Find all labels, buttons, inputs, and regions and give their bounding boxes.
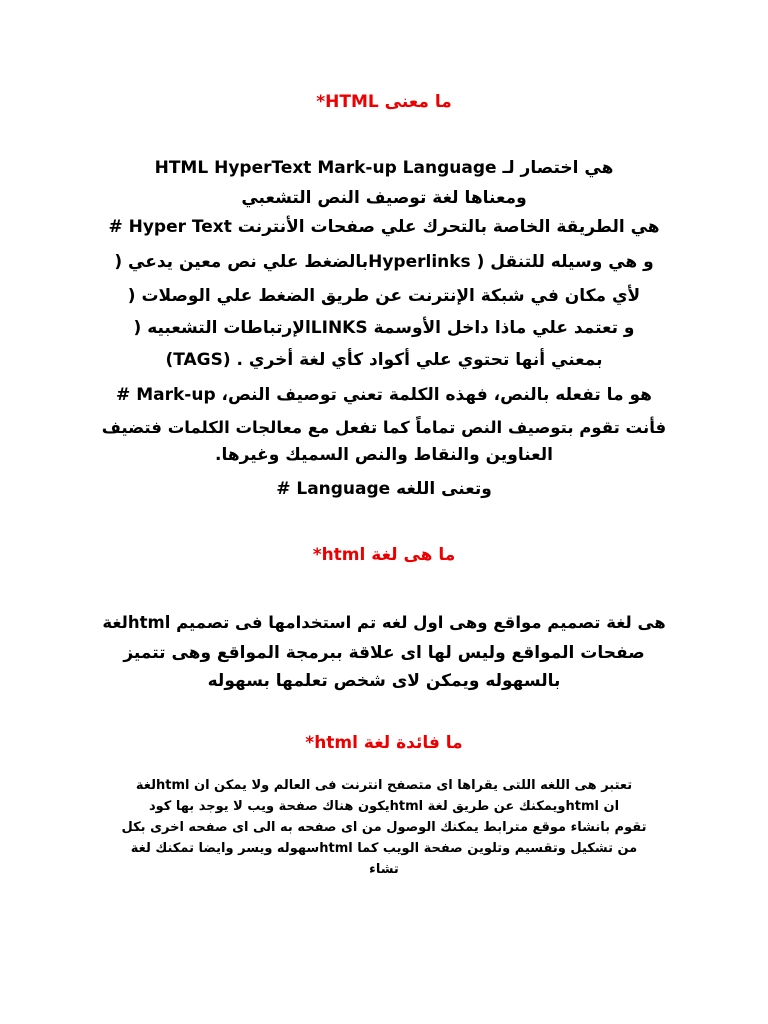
text-line: تقوم بانشاء موقع مترابط يمكنك الوصول من اى صفحه به الى اى صفحه اخرى بكل bbox=[121, 820, 647, 835]
text-line: من تشكيل وتقسيم وتلوين صفحة الويب كما htmlسهوله ويسر وايضا تمكنك لغة bbox=[130, 841, 638, 856]
text-line: وتعنى اللغه Language # bbox=[276, 479, 492, 499]
text-line: لأي مكان في شبكة الإنترنت عن طريق الضغط علي الوصلات ( bbox=[127, 286, 641, 306]
text-line: تشاء bbox=[369, 862, 399, 877]
text-line: هى لغة تصميم مواقع وهى اول لغه تم استخدامها فى تصميم htmlلغة bbox=[102, 613, 666, 632]
text-line: هي الطريقة الخاصة بالتحرك علي صفحات الأنترنت Hyper Text # bbox=[108, 217, 660, 237]
text-line: بمعني أنها تحتوي علي أكواد كأي لغة أخري . (TAGS) bbox=[165, 350, 603, 370]
text-line: فأنت تقوم بتوصيف النص تماماً كما تفعل مع معالجات الكلمات فتضيف bbox=[101, 418, 667, 437]
text-line: ان htmlويمكنك عن طريق لغة htmlيكون هناك صفحة ويب لا يوجد بها كود bbox=[148, 799, 620, 814]
text-line: بالسهوله ويمكن لاى شخص تعلمها بسهوله bbox=[207, 671, 561, 691]
text-line: و هي وسيله للتنقل ( Hyperlinksبالضغط علي نص معين يدعي ( bbox=[114, 252, 654, 272]
text-line: تعتبر هى اللغه اللتى يقراها اى متصفح انترنت فى العالم ولا يمكن ان htmlلغة bbox=[135, 778, 633, 793]
text-line: صفحات المواقع وليس لها اى علاقة ببرمجة المواقع وهى تتميز bbox=[123, 643, 645, 663]
text-line: ومعناها لغة توصيف النص التشعبي bbox=[241, 188, 527, 208]
text-line: هي اختصار لـ HTML HyperText Mark-up Language bbox=[154, 158, 614, 178]
section-heading-what-is-html: ما هى لغة html* bbox=[312, 545, 456, 565]
section-heading-html-meaning: ما معنى HTML* bbox=[316, 92, 452, 112]
text-line: العناوين والنقاط والنص السميك وغيرها. bbox=[215, 445, 553, 465]
text-line: هو ما تفعله بالنص، فهذه الكلمة تعني توصيف النص، Mark-up # bbox=[116, 385, 652, 405]
section-heading-html-benefit: ما فائدة لغة html* bbox=[305, 733, 463, 753]
text-line: و تعتمد علي ماذا داخل الأوسمة LINKSالإرتباطات التشعبيه ( bbox=[133, 318, 635, 338]
